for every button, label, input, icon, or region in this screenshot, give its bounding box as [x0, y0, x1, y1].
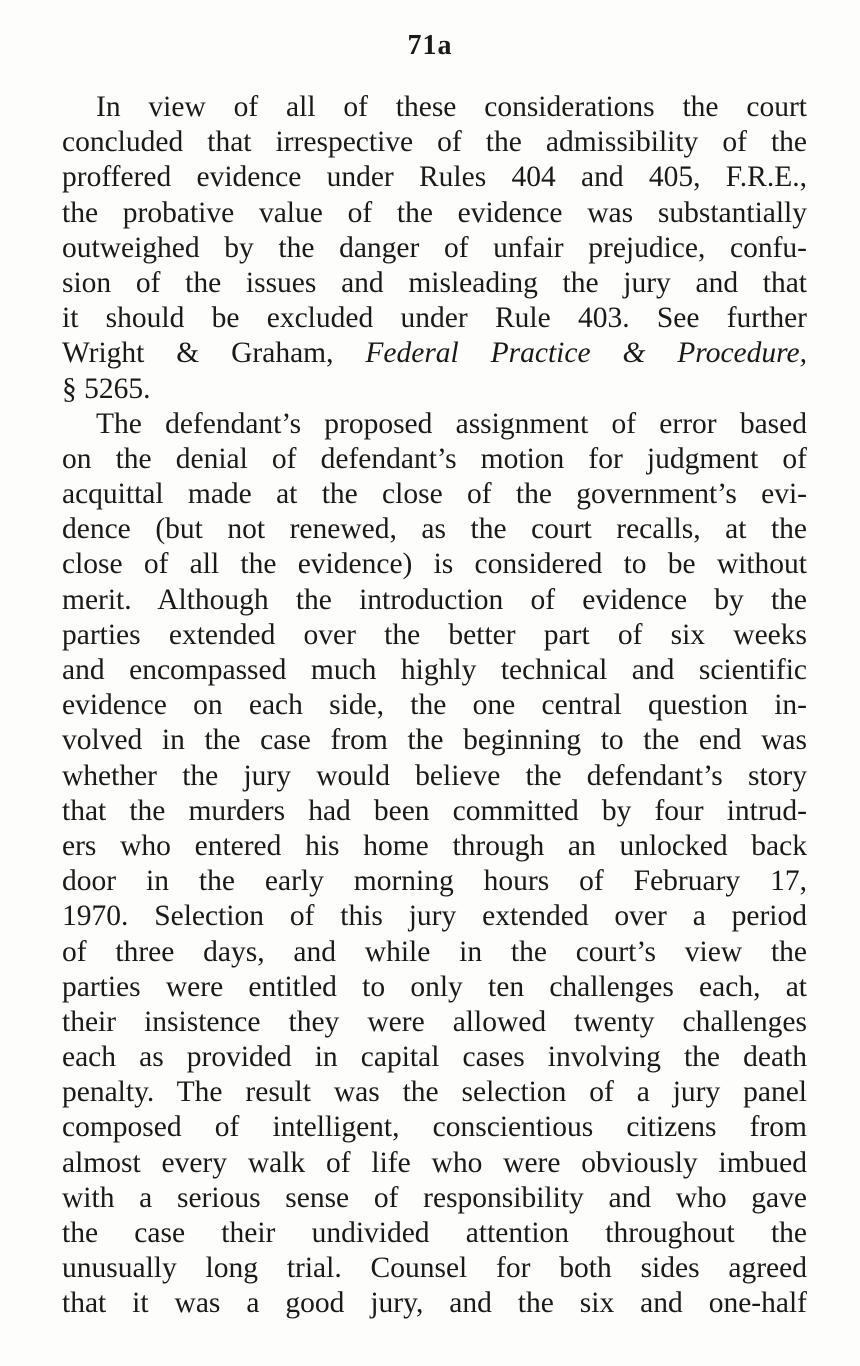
- paragraph2-line-2: on the denial of defendant’s motion for judgment of: [62, 442, 807, 475]
- paragraph2-line-17: parties were entitled to only ten challenges each, at: [62, 970, 807, 1003]
- document-body: [62, 90, 807, 1322]
- paragraph2-line-21: composed of intelligent, conscientious citizens from: [62, 1111, 807, 1144]
- paragraph2-line-4: dence (but not renewed, as the court recalls, at the: [62, 513, 807, 546]
- paragraph2-line-16: of three days, and while in the court’s view the: [62, 935, 807, 968]
- paragraph1-line-3: proffered evidence under Rules 404 and 405, F.R.E.,: [62, 161, 807, 194]
- paragraph1-line-1: In view of all of these considerations the court: [96, 91, 807, 123]
- paragraph2-line-12: that the murders had been committed by four intrud-: [62, 794, 807, 827]
- paragraph2-line-25: unusually long trial. Counsel for both sides agreed: [62, 1252, 807, 1285]
- paragraph2-line-20: penalty. The result was the selection of a jury panel: [62, 1076, 807, 1109]
- paragraph1-citation-line: [62, 336, 807, 371]
- paragraph1-line-2: concluded that irrespective of the admissibility of the: [62, 126, 807, 159]
- paragraph2-line-9: evidence on each side, the one central question in-: [62, 689, 807, 722]
- citation-title: Federal Practice & Procedure,: [365, 337, 807, 370]
- paragraph2-line-11: whether the jury would believe the defendant’s story: [62, 759, 807, 792]
- paragraph2-line-14: door in the early morning hours of February 17,: [62, 865, 807, 898]
- paragraph2-line-7: parties extended over the better part of six weeks: [62, 618, 807, 651]
- paragraph2-line-13: ers who entered his home through an unlocked back: [62, 829, 807, 862]
- paragraph1-citation-section: § 5265.: [62, 372, 151, 405]
- paragraph1-line-6: sion of the issues and misleading the jury and that: [62, 266, 807, 299]
- paragraph1-line-7: it should be excluded under Rule 403. See further: [62, 302, 807, 335]
- paragraph2-line-26: that it was a good jury, and the six and one-half: [62, 1287, 807, 1320]
- paragraph2-line-22: almost every walk of life who were obviously imbued: [62, 1146, 807, 1179]
- paragraph2-line-18: their insistence they were allowed twenty challenges: [62, 1005, 807, 1038]
- paragraph2-line-24: the case their undivided attention throughout the: [62, 1217, 807, 1249]
- paragraph2-line-5: close of all the evidence) is considered to be without: [62, 548, 807, 581]
- paragraph2-line-23: with a serious sense of responsibility and who gave: [62, 1181, 807, 1214]
- paragraph2-line-19: each as provided in capital cases involving the death: [62, 1041, 807, 1074]
- paragraph2-line-3: acquittal made at the close of the government’s evi-: [62, 478, 807, 511]
- paragraph2-line-8: and encompassed much highly technical and scientific: [62, 654, 807, 686]
- paragraph2-line-1: The defendant’s proposed assignment of error based: [96, 407, 807, 440]
- paragraph2-line-15: 1970. Selection of this jury extended over a period: [62, 900, 807, 933]
- page-number: 71a: [407, 30, 453, 61]
- citation-author: Wright & Graham,: [62, 337, 366, 370]
- paragraph2-line-6: merit. Although the introduction of evidence by the: [62, 583, 807, 616]
- paragraph1-line-5: outweighed by the danger of unfair prejudice, confu-: [62, 231, 807, 264]
- paragraph1-line-4: the probative value of the evidence was substantially: [62, 196, 807, 229]
- paragraph2-line-10: volved in the case from the beginning to the end was: [62, 724, 807, 757]
